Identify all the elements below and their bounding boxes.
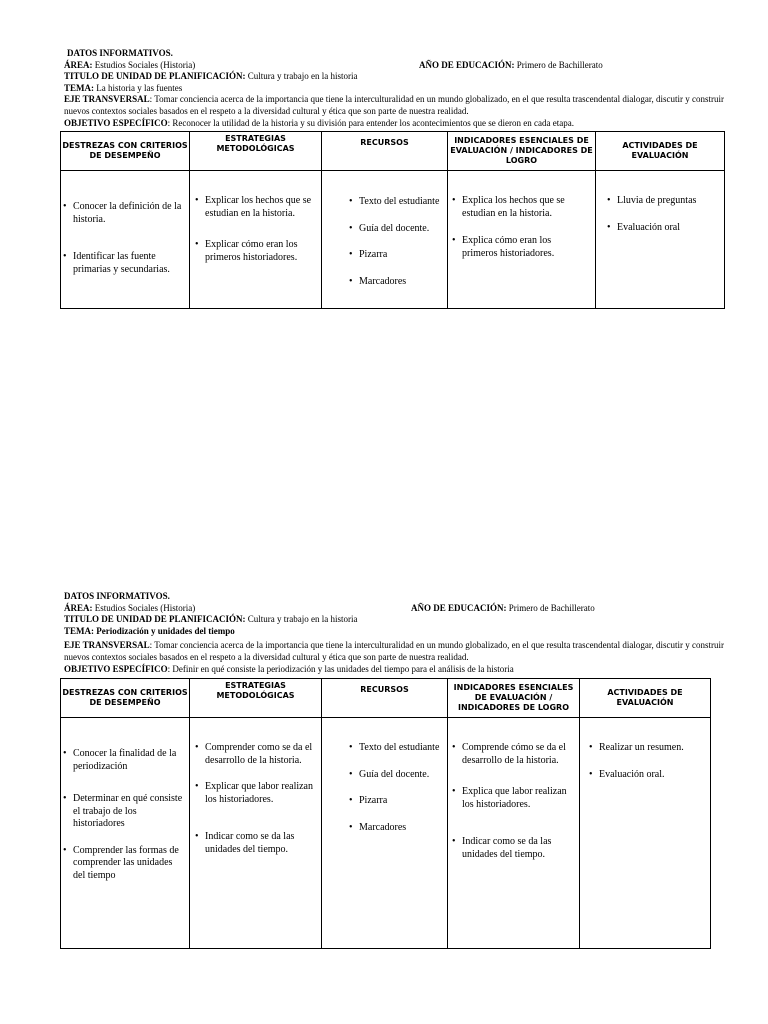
cell-destrezas: [61, 718, 190, 949]
datos-informativos: DATOS INFORMATIVOS.: [67, 48, 173, 58]
header-indicadores: INDICADORES ESENCIALES DE EVALUACIÓN / INDICADORES DE LOGRO: [448, 132, 596, 171]
list-item: • Explicar cómo eran los primeros historiadores.: [205, 239, 317, 264]
anio-educacion: AÑO DE EDUCACIÓN: Primero de Bachillerato: [411, 602, 595, 613]
list-item: • Conocer la definición de la historia.: [73, 201, 183, 226]
cell-indicadores: [448, 171, 596, 309]
cell-actividades: [596, 171, 725, 309]
header-estrategias: ESTRATEGIAS METODOLÓGICAS: [190, 132, 322, 171]
planning-table: [60, 678, 711, 949]
table-header-row: [61, 679, 711, 718]
list-item: • Explica los hechos que se estudian en la historia.: [462, 195, 589, 220]
objetivo-especifico: OBJETIVO ESPECÍFICO: Reconocer la utilidad de la historia y su división para entender los acontecimientos que se dieron en cada etapa.: [64, 117, 574, 128]
header-indicadores: INDICADORES ESENCIALES DE EVALUACIÓN / INDICADORES DE LOGRO: [448, 679, 580, 718]
list-item: • Explica cómo eran los primeros historiadores.: [462, 235, 589, 260]
header-recursos: RECURSOS: [322, 132, 448, 171]
cell-indicadores: [448, 718, 580, 949]
planning-table: [60, 131, 725, 309]
header-destrezas: DESTREZAS CON CRITERIOS DE DESEMPEÑO: [61, 132, 190, 171]
list-item: • Marcadores: [359, 822, 443, 835]
titulo-line: TITULO DE UNIDAD DE PLANIFICACIÓN: Cultura y trabajo en la historia: [64, 71, 358, 82]
cell-estrategias: [190, 171, 322, 309]
cell-recursos: [322, 718, 448, 949]
list-item: • Texto del estudiante: [359, 742, 443, 755]
list-item: • Comprender las formas de comprender las unidades del tiempo: [73, 845, 183, 883]
area-line: ÁREA: Estudios Sociales (Historia): [64, 602, 196, 613]
header-destrezas: DESTREZAS CON CRITERIOS DE DESEMPEÑO: [61, 679, 190, 718]
tema-line: TEMA: Periodización y unidades del tiempo: [64, 625, 235, 636]
list-item: • Explica que labor realizan los historiadores.: [462, 786, 573, 811]
list-item: • Comprender como se da el desarrollo de la historia.: [205, 742, 317, 767]
cell-actividades: [580, 718, 711, 949]
header-actividades: ACTIVIDADES DE EVALUACIÓN: [596, 132, 725, 171]
info-header: [64, 48, 724, 129]
header-estrategias: ESTRATEGIAS METODOLÓGICAS: [190, 679, 322, 718]
datos-informativos: DATOS INFORMATIVOS.: [64, 591, 170, 601]
eje-transversal: EJE TRANSVERSAL: Tomar conciencia acerca de la importancia que tiene la interculturalidad en un mundo globalizado, en el que resulta trascendental dialogar, discutir y construir nuevos contextos sociales basados en el respeto a la diversidad cultural y ética que son parte de nuestra realidad.: [64, 640, 724, 662]
list-item: • Texto del estudiante: [359, 196, 443, 209]
cell-estrategias: [190, 718, 322, 949]
list-item: • Guía del docente.: [359, 769, 443, 782]
list-item: • Pizarra: [359, 795, 443, 808]
list-item: • Indicar como se da las unidades del tiempo.: [462, 836, 573, 861]
eje-transversal: EJE TRANSVERSAL: Tomar conciencia acerca de la importancia que tiene la interculturalidad en un mundo globalizado, en el que resulta trascendental dialogar, discutir y construir nuevos contextos sociales basados en el respeto a la diversidad cultural y ética que son parte de nuestra realidad.: [64, 94, 724, 116]
list-item: • Identificar las fuente primarias y secundarias.: [73, 251, 183, 276]
list-item: • Evaluación oral.: [599, 769, 706, 782]
table-row: [61, 171, 725, 309]
cell-destrezas: [61, 171, 190, 309]
list-item: • Explicar que labor realizan los historiadores.: [205, 781, 317, 806]
list-item: • Explicar los hechos que se estudian en la historia.: [205, 195, 317, 220]
table-header-row: [61, 132, 725, 171]
list-item: • Guía del docente.: [359, 223, 443, 236]
list-item: • Comprende cómo se da el desarrollo de la historia.: [462, 742, 573, 767]
list-item: • Pizarra: [359, 249, 443, 262]
tema-line: TEMA: La historia y las fuentes: [64, 82, 183, 93]
list-item: • Evaluación oral: [617, 222, 720, 235]
titulo-line: TITULO DE UNIDAD DE PLANIFICACIÓN: Cultura y trabajo en la historia: [64, 614, 358, 625]
header-actividades: ACTIVIDADES DE EVALUACIÓN: [580, 679, 711, 718]
objetivo-especifico: OBJETIVO ESPECÍFICO: Definir en qué consiste la periodización y las unidades del tiempo para el análisis de la historia: [64, 663, 514, 674]
list-item: • Conocer la finalidad de la periodización: [73, 748, 183, 773]
anio-educacion: AÑO DE EDUCACIÓN: Primero de Bachillerato: [419, 59, 603, 70]
area-line: ÁREA: Estudios Sociales (Historia): [64, 59, 196, 70]
list-item: • Determinar en qué consiste el trabajo de los historiadores: [73, 793, 183, 831]
list-item: • Indicar como se da las unidades del tiempo.: [205, 831, 317, 856]
list-item: • Lluvia de preguntas: [617, 195, 720, 208]
list-item: • Marcadores: [359, 276, 443, 289]
table-row: [61, 718, 711, 949]
info-header: [64, 591, 724, 675]
header-recursos: RECURSOS: [322, 679, 448, 718]
list-item: • Realizar un resumen.: [599, 742, 706, 755]
cell-recursos: [322, 171, 448, 309]
